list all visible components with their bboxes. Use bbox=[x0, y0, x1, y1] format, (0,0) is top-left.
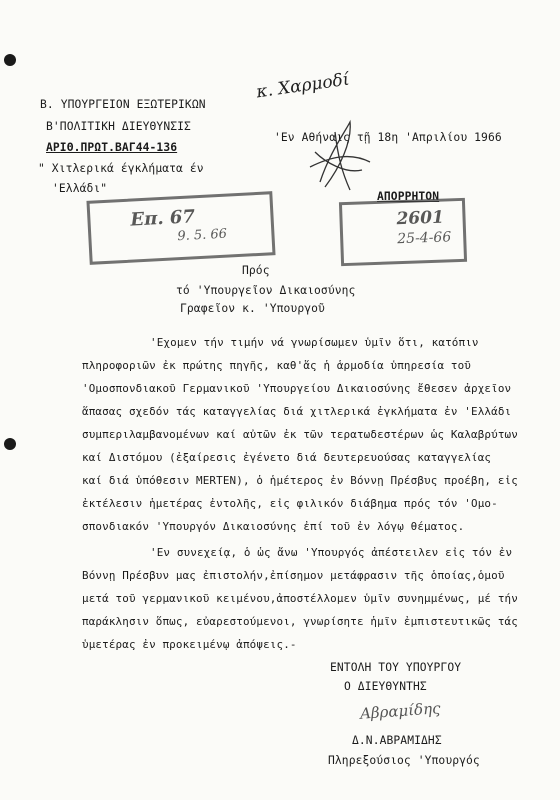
signature-order: ΕΝΤΟΛΗ ΤΟΥ ΥΠΟΥΡΓΟΥ bbox=[330, 661, 462, 674]
body-p1-line-1: 'Εχομεν τήν τιμήν νά γνωρίσωμεν ὑμῖν ὅτι, κατόπιν bbox=[150, 336, 479, 349]
registry-stamp-right bbox=[339, 198, 467, 266]
recipient-line-1: τό 'Υπουργεῖον Δικαιοσύνης bbox=[176, 284, 356, 297]
body-p1-line-9: σπονδιακόν 'Υπουργόν Δικαιοσύνης ἐπί τοῦ ἐν λόγῳ θέματος. bbox=[82, 520, 465, 533]
body-p1-line-5: συμπεριλαμβανομένων καί αὐτῶν ἐκ τῶν τερατωδεστέρων ὡς Καλαβρύτων bbox=[82, 428, 518, 441]
body-p2-line-3: μετά τοῦ γερμανικοῦ κειμένου,ἀποστέλλομεν ὑμῖν συνημμένως, μέ τήν bbox=[82, 592, 518, 605]
stamp-right-date: 25-4-66 bbox=[396, 229, 452, 248]
initials-scribble bbox=[290, 112, 380, 202]
recipient-line-2: Γραφεῖον κ. 'Υπουργοῦ bbox=[180, 302, 325, 315]
classification-label: ΑΠΟΡΡΗΤΟΝ bbox=[377, 190, 440, 203]
body-p2-line-2: Βόννῃ Πρέσβυν μας ἐπιστολήν,ἐπίσημον μετάφρασιν τῆς ὁποίας,ὁμοῦ bbox=[82, 569, 505, 582]
body-p1-line-4: ἅπασας σχεδόν τάς καταγγελίας διά χιτλερικά ἐγκλήματα ἐν 'Ελλάδι bbox=[82, 405, 512, 418]
directorate-heading: Β'ΠΟΛΙΤΙΚΗ ΔΙΕΥΘΥΝΣΙΣ bbox=[46, 120, 191, 133]
handwritten-signature: Αβραμίδης bbox=[359, 699, 442, 723]
stamp-left-number: Επ. 67 bbox=[129, 206, 196, 231]
protocol-number: ΑΡΙΘ.ΠΡΩΤ.ΒΑΓ44-136 bbox=[46, 141, 178, 154]
body-p2-line-5: ὑμετέρας ἐν προκειμένῳ ἀπόψεις.- bbox=[82, 638, 297, 651]
body-p2-line-4: παράκλησιν ὅπως, εὐαρεστούμενοι, γνωρίσητε ἡμῖν ἐμπιστευτικῶς τάς bbox=[82, 615, 518, 628]
date-line: 'Εν Αθήναις τῇ 18η 'Απριλίου 1966 bbox=[274, 131, 502, 144]
recipient-pros: Πρός bbox=[242, 264, 270, 277]
subject-line-2: 'Ελλάδι" bbox=[52, 182, 108, 195]
ministry-heading: Β. ΥΠΟΥΡΓΕΙΟΝ ΕΞΩΤΕΡΙΚΩΝ bbox=[40, 98, 206, 111]
body-p2-line-1: 'Εν συνεχείᾳ, ὁ ὡς ἄνω 'Υπουργός ἀπέστειλεν εἰς τόν ἐν bbox=[150, 546, 513, 559]
signatory-name: Δ.Ν.ΑΒΡΑΜΙΔΗΣ bbox=[352, 734, 442, 747]
body-p1-line-8: ἐκτέλεσιν ἡμετέρας ἐντολῆς, εἰς φιλικόν διάβημα πρός τόν 'Ομο- bbox=[82, 497, 498, 510]
handwritten-note: κ. Χαρμοδί bbox=[255, 69, 351, 103]
stamp-left-date: 9. 5. 66 bbox=[177, 226, 228, 245]
punch-hole-top bbox=[4, 54, 16, 66]
body-p1-line-3: 'Ομοσπονδιακοῦ Γερμανικοῦ 'Υπουργείου Δικαιοσύνης ἔθεσεν ἀρχεῖον bbox=[82, 382, 512, 395]
body-p1-line-6: καί Διστόμου (ἐξαίρεσις ἐγένετο διά δευτερευούσας καταγγελίας bbox=[82, 451, 492, 464]
registry-stamp-left bbox=[86, 191, 275, 265]
punch-hole-bottom bbox=[4, 438, 16, 450]
body-p1-line-7: καί διά ὑπόθεσιν MERTEN), ὁ ἡμέτερος ἐν Βόννῃ Πρέσβυς προέβη, εἰς bbox=[82, 474, 518, 487]
signatory-title: Πληρεξούσιος 'Υπουργός bbox=[328, 754, 480, 767]
signature-director: Ο ΔΙΕΥΘΥΝΤΗΣ bbox=[344, 680, 427, 693]
stamp-right-number: 2601 bbox=[396, 207, 445, 230]
subject-line-1: " Χιτλερικά έγκλήματα έν bbox=[38, 162, 204, 175]
body-p1-line-2: πληροφοριῶν ἐκ πρώτης πηγῆς, καθ'ἅς ἡ ἁρμοδία ὑπηρεσία τοῦ bbox=[82, 359, 471, 372]
